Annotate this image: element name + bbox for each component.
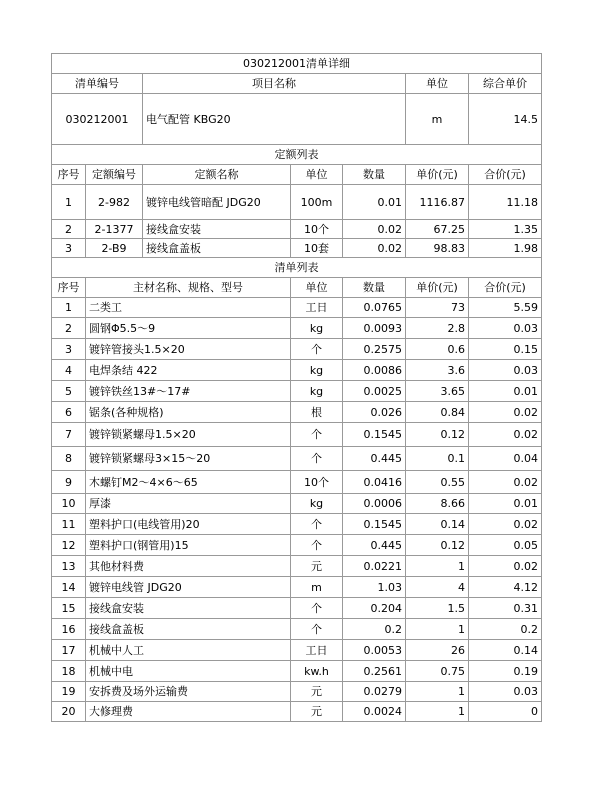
material-row (52, 682, 542, 702)
material-qty: 0.204 (343, 598, 406, 619)
material-name: 安拆费及场外运输费 (86, 682, 291, 702)
quota-row (52, 220, 542, 239)
quota-price: 1116.87 (406, 185, 469, 220)
material-qty: 0.026 (343, 402, 406, 423)
material-qty: 0.445 (343, 535, 406, 556)
material-total: 0.2 (469, 619, 542, 640)
bill-unit: m (406, 94, 469, 145)
material-qty: 0.0221 (343, 556, 406, 577)
material-unit: 个 (291, 598, 343, 619)
material-index: 20 (52, 702, 86, 722)
material-total: 0.04 (469, 447, 542, 471)
quota-header-row (52, 165, 542, 185)
materials-header-name: 主材名称、规格、型号 (86, 278, 291, 298)
material-unit: kg (291, 318, 343, 339)
material-name: 锯条(各种规格) (86, 402, 291, 423)
material-qty: 0.0416 (343, 471, 406, 494)
material-total: 0.02 (469, 556, 542, 577)
material-name: 厚漆 (86, 494, 291, 514)
material-qty: 1.03 (343, 577, 406, 598)
material-qty: 0.2 (343, 619, 406, 640)
material-index: 3 (52, 339, 86, 360)
material-name: 镀锌电线管 JDG20 (86, 577, 291, 598)
bill-code: 030212001 (52, 94, 143, 145)
quota-unit: 10套 (291, 239, 343, 258)
material-unit: 10个 (291, 471, 343, 494)
material-qty: 0.1545 (343, 514, 406, 535)
quota-section-title: 定额列表 (52, 145, 542, 165)
material-qty: 0.0006 (343, 494, 406, 514)
material-unit: 工日 (291, 640, 343, 661)
quota-header-name: 定额名称 (143, 165, 291, 185)
material-row (52, 514, 542, 535)
material-price: 0.12 (406, 535, 469, 556)
material-index: 4 (52, 360, 86, 381)
quota-name: 镀锌电线管暗配 JDG20 (143, 185, 291, 220)
material-index: 15 (52, 598, 86, 619)
material-total: 0 (469, 702, 542, 722)
material-unit: 个 (291, 423, 343, 447)
materials-header-index: 序号 (52, 278, 86, 298)
material-name: 镀锌锁紧螺母3×15～20 (86, 447, 291, 471)
material-qty: 0.0279 (343, 682, 406, 702)
material-price: 3.65 (406, 381, 469, 402)
material-index: 9 (52, 471, 86, 494)
material-row (52, 494, 542, 514)
quota-name: 接线盒盖板 (143, 239, 291, 258)
material-name: 镀锌铁丝13#～17# (86, 381, 291, 402)
material-total: 0.02 (469, 402, 542, 423)
material-price: 26 (406, 640, 469, 661)
material-row (52, 381, 542, 402)
quota-total: 1.35 (469, 220, 542, 239)
quota-code: 2-1377 (86, 220, 143, 239)
quota-qty: 0.02 (343, 239, 406, 258)
material-unit: 工日 (291, 298, 343, 318)
material-unit: 元 (291, 556, 343, 577)
quota-name: 接线盒安装 (143, 220, 291, 239)
material-total: 4.12 (469, 577, 542, 598)
material-row (52, 640, 542, 661)
material-row (52, 556, 542, 577)
materials-header-qty: 数量 (343, 278, 406, 298)
material-row (52, 577, 542, 598)
material-row (52, 702, 542, 722)
quota-index: 3 (52, 239, 86, 258)
bill-name-header: 项目名称 (143, 74, 406, 94)
bill-price-header: 综合单价 (469, 74, 542, 94)
material-total: 0.02 (469, 471, 542, 494)
materials-section-title: 清单列表 (52, 258, 542, 278)
material-total: 0.15 (469, 339, 542, 360)
material-index: 19 (52, 682, 86, 702)
material-row (52, 360, 542, 381)
bill-row (52, 94, 542, 145)
material-price: 0.12 (406, 423, 469, 447)
material-unit: kw.h (291, 661, 343, 682)
material-price: 1.5 (406, 598, 469, 619)
material-index: 12 (52, 535, 86, 556)
bill-price: 14.5 (469, 94, 542, 145)
material-name: 机械中电 (86, 661, 291, 682)
quota-header-unit: 单位 (291, 165, 343, 185)
material-index: 5 (52, 381, 86, 402)
material-price: 1 (406, 556, 469, 577)
quota-code: 2-B9 (86, 239, 143, 258)
quota-index: 1 (52, 185, 86, 220)
material-qty: 0.0765 (343, 298, 406, 318)
material-name: 接线盒安装 (86, 598, 291, 619)
material-price: 4 (406, 577, 469, 598)
material-price: 0.84 (406, 402, 469, 423)
material-unit: kg (291, 494, 343, 514)
material-qty: 0.0024 (343, 702, 406, 722)
bill-unit-header: 单位 (406, 74, 469, 94)
material-price: 0.14 (406, 514, 469, 535)
material-qty: 0.0053 (343, 640, 406, 661)
material-row (52, 402, 542, 423)
material-row (52, 423, 542, 447)
quota-header-total: 合价(元) (469, 165, 542, 185)
materials-header-total: 合价(元) (469, 278, 542, 298)
material-name: 塑料护口(钢管用)15 (86, 535, 291, 556)
material-row (52, 535, 542, 556)
material-row (52, 298, 542, 318)
material-qty: 0.2575 (343, 339, 406, 360)
material-unit: m (291, 577, 343, 598)
material-total: 0.03 (469, 318, 542, 339)
material-total: 0.19 (469, 661, 542, 682)
material-total: 0.05 (469, 535, 542, 556)
quota-price: 67.25 (406, 220, 469, 239)
materials-header-price: 单价(元) (406, 278, 469, 298)
materials-section-row (52, 258, 542, 278)
quota-index: 2 (52, 220, 86, 239)
material-qty: 0.0093 (343, 318, 406, 339)
quota-header-code: 定额编号 (86, 165, 143, 185)
quota-total: 1.98 (469, 239, 542, 258)
material-index: 10 (52, 494, 86, 514)
material-total: 0.01 (469, 381, 542, 402)
quota-total: 11.18 (469, 185, 542, 220)
material-unit: 个 (291, 339, 343, 360)
materials-header-row (52, 278, 542, 298)
material-index: 16 (52, 619, 86, 640)
material-name: 镀锌锁紧螺母1.5×20 (86, 423, 291, 447)
title-row (52, 54, 542, 74)
material-row (52, 339, 542, 360)
material-total: 0.31 (469, 598, 542, 619)
material-index: 1 (52, 298, 86, 318)
material-price: 1 (406, 702, 469, 722)
material-total: 0.02 (469, 423, 542, 447)
material-qty: 0.1545 (343, 423, 406, 447)
material-index: 13 (52, 556, 86, 577)
material-unit: 元 (291, 682, 343, 702)
quota-unit: 100m (291, 185, 343, 220)
material-unit: 根 (291, 402, 343, 423)
material-qty: 0.445 (343, 447, 406, 471)
quota-row (52, 239, 542, 258)
bill-code-header: 清单编号 (52, 74, 143, 94)
material-index: 14 (52, 577, 86, 598)
quota-header-price: 单价(元) (406, 165, 469, 185)
material-row (52, 661, 542, 682)
quota-header-qty: 数量 (343, 165, 406, 185)
material-unit: 个 (291, 535, 343, 556)
material-price: 3.6 (406, 360, 469, 381)
bill-detail-table (51, 53, 542, 722)
material-price: 0.75 (406, 661, 469, 682)
material-name: 镀锌管接头1.5×20 (86, 339, 291, 360)
material-unit: 元 (291, 702, 343, 722)
page-title: 030212001清单详细 (52, 54, 542, 74)
material-index: 11 (52, 514, 86, 535)
material-price: 0.6 (406, 339, 469, 360)
quota-section-row (52, 145, 542, 165)
material-total: 0.01 (469, 494, 542, 514)
material-price: 73 (406, 298, 469, 318)
material-qty: 0.2561 (343, 661, 406, 682)
quota-qty: 0.02 (343, 220, 406, 239)
material-unit: kg (291, 381, 343, 402)
quota-row (52, 185, 542, 220)
bill-header-row (52, 74, 542, 94)
material-price: 8.66 (406, 494, 469, 514)
material-row (52, 598, 542, 619)
material-row (52, 471, 542, 494)
material-row (52, 619, 542, 640)
material-unit: 个 (291, 619, 343, 640)
material-index: 18 (52, 661, 86, 682)
material-price: 0.55 (406, 471, 469, 494)
materials-header-unit: 单位 (291, 278, 343, 298)
material-name: 接线盒盖板 (86, 619, 291, 640)
material-row (52, 447, 542, 471)
quota-header-index: 序号 (52, 165, 86, 185)
material-qty: 0.0086 (343, 360, 406, 381)
material-total: 5.59 (469, 298, 542, 318)
material-index: 7 (52, 423, 86, 447)
material-name: 塑料护口(电线管用)20 (86, 514, 291, 535)
material-index: 17 (52, 640, 86, 661)
material-total: 0.14 (469, 640, 542, 661)
bill-name: 电气配管 KBG20 (143, 94, 406, 145)
material-name: 圆钢Φ5.5～9 (86, 318, 291, 339)
quota-price: 98.83 (406, 239, 469, 258)
material-total: 0.03 (469, 360, 542, 381)
quota-qty: 0.01 (343, 185, 406, 220)
material-name: 大修理费 (86, 702, 291, 722)
quota-code: 2-982 (86, 185, 143, 220)
material-index: 6 (52, 402, 86, 423)
material-row (52, 318, 542, 339)
material-unit: 个 (291, 514, 343, 535)
material-index: 8 (52, 447, 86, 471)
material-qty: 0.0025 (343, 381, 406, 402)
material-price: 0.1 (406, 447, 469, 471)
material-index: 2 (52, 318, 86, 339)
material-name: 电焊条结 422 (86, 360, 291, 381)
quota-unit: 10个 (291, 220, 343, 239)
material-total: 0.03 (469, 682, 542, 702)
material-name: 二类工 (86, 298, 291, 318)
material-name: 机械中人工 (86, 640, 291, 661)
material-price: 1 (406, 682, 469, 702)
material-unit: 个 (291, 447, 343, 471)
material-name: 木螺钉M2～4×6～65 (86, 471, 291, 494)
material-name: 其他材料费 (86, 556, 291, 577)
material-price: 1 (406, 619, 469, 640)
material-price: 2.8 (406, 318, 469, 339)
material-total: 0.02 (469, 514, 542, 535)
material-unit: kg (291, 360, 343, 381)
